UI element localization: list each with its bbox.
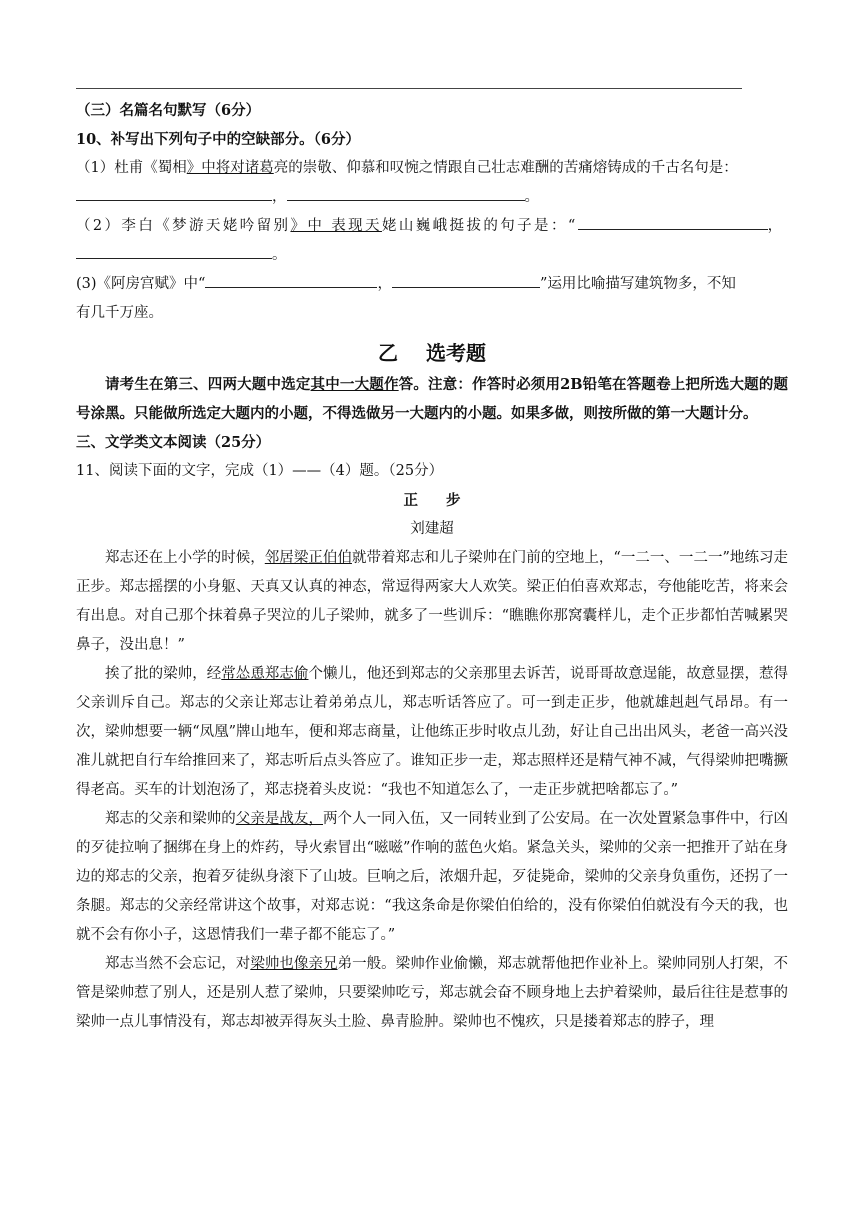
story-title: 正 步 — [403, 492, 461, 509]
question-10-item-1-blanks: ， 。 — [76, 183, 788, 212]
question-10-item-2-blanks: 。 — [76, 241, 788, 270]
question-10-item-2: （2）李白《梦游天姥吟留别》中 表现天姥山巍峨挺拔的句子是：“ ， — [76, 212, 788, 241]
header-rule — [76, 88, 742, 89]
optional-section-title: 乙 选考题 — [378, 341, 486, 365]
story-paragraph-4: 郑志当然不会忘记，对梁帅也像亲兄弟一般。梁帅作业偷懒，郑志就帮他把作业补上。梁帅同别人打架，不管是梁帅惹了别人，还是别人惹了梁帅，只要梁帅吃亏，郑志就会奋不顾身地上去护着梁帅，最后往往是惹事的梁帅一点儿事情没有，郑志却被弄得灰头土脸、鼻青脸肿。梁帅也不愧疚，只是搂着郑志的脖子，理 — [76, 956, 789, 1030]
story-paragraph-3: 郑志的父亲和梁帅的父亲是战友，两个人一同入伍，又一同转业到了公安局。在一次处置紧急事件中，行凶的歹徒拉响了捆绑在身上的炸药，导火索冒出“嗞嗞”作响的蓝色火焰。紧急关头，梁帅的父亲一把推开了站在身边的郑志的父亲，抱着歹徒纵身滚下了山坡。巨响之后，浓烟升起，歹徒毙命，梁帅的父亲身负重伤，还拐了一条腿。郑志的父亲经常讲这个故事，对郑志说：“我这条命是你梁伯伯给的，没有你梁伯伯就没有今天的我，也就不会有你小子，这恩情我们一辈子都不能忘了。” — [76, 811, 789, 943]
page-content — [76, 96, 788, 1037]
question-10: 10、补写出下列句子中的空缺部分。（6分） — [76, 131, 361, 148]
optional-section-instructions: 请考生在第三、四两大题中选定其中一大题作答。注意：作答时必须用2B铅笔在答题卷上把所选大题的题号涂黑。只能做所选定大题内的小题，不得选做另一大题内的小题。如果多做，则按所做的第一大题计分。 — [76, 376, 789, 422]
answer-blank[interactable] — [76, 183, 272, 201]
answer-blank[interactable] — [76, 241, 272, 259]
question-10-item-1: （1）杜甫《蜀相》中将对诸葛亮的崇敬、仰慕和叹惋之情跟自己壮志难酬的苦痛熔铸成的千古名句是： — [76, 160, 738, 176]
question-10-item-3: (3)《阿房宫赋》中“ ， ”运用比喻描写建筑物多，不知 — [76, 270, 788, 299]
story-paragraph-1: 郑志还在上小学的时候，邻居梁正伯伯就带着郑志和儿子梁帅在门前的空地上，“一二一、一二一”地练习走正步。郑志摇摆的小身躯、天真又认真的神态，常逗得两家大人欢笑。梁正伯伯喜欢郑志，夸他能吃苦，将来会有出息。对自己那个抹着鼻子哭泣的儿子梁帅，就多了一些训斥：“瞧瞧你那窝囊样儿，走个正步都怕苦喊累哭鼻子，没出息！” — [76, 550, 789, 653]
section-heading-literary-reading: 三、文学类文本阅读（25分） — [76, 434, 271, 451]
answer-blank[interactable] — [205, 270, 377, 288]
section-heading-famous-lines: （三）名篇名句默写（6分） — [76, 102, 261, 119]
question-10-item-3-cont: 有几千万座。 — [76, 305, 163, 321]
story-paragraph-2: 挨了批的梁帅，经常怂恿郑志偷个懒儿，他还到郑志的父亲那里去诉苦，说哥哥故意逞能，故意显摆，惹得父亲训斥自己。郑志的父亲让郑志让着弟弟点儿，郑志听话答应了。可一到走正步，他就雄赳赳气昂昂。有一次，梁帅想要一辆“凤凰”牌山地车，便和郑志商量，让他练正步时收点儿劲，好让自己出出风头，老爸一高兴没准儿就把自行车给推回来了，郑志听后点头答应了。谁知正步一走，郑志照样还是精气神不减，气得梁帅把嘴撅得老高。买车的计划泡汤了，郑志挠着头皮说：“我也不知道怎么了，一走正步就把啥都忘了。” — [76, 666, 789, 798]
answer-blank[interactable] — [578, 212, 768, 230]
story-author: 刘建超 — [410, 521, 454, 537]
answer-blank[interactable] — [287, 183, 525, 201]
question-11: 11、阅读下面的文字，完成（1）——（4）题。（25分） — [76, 463, 444, 479]
answer-blank[interactable] — [392, 270, 540, 288]
